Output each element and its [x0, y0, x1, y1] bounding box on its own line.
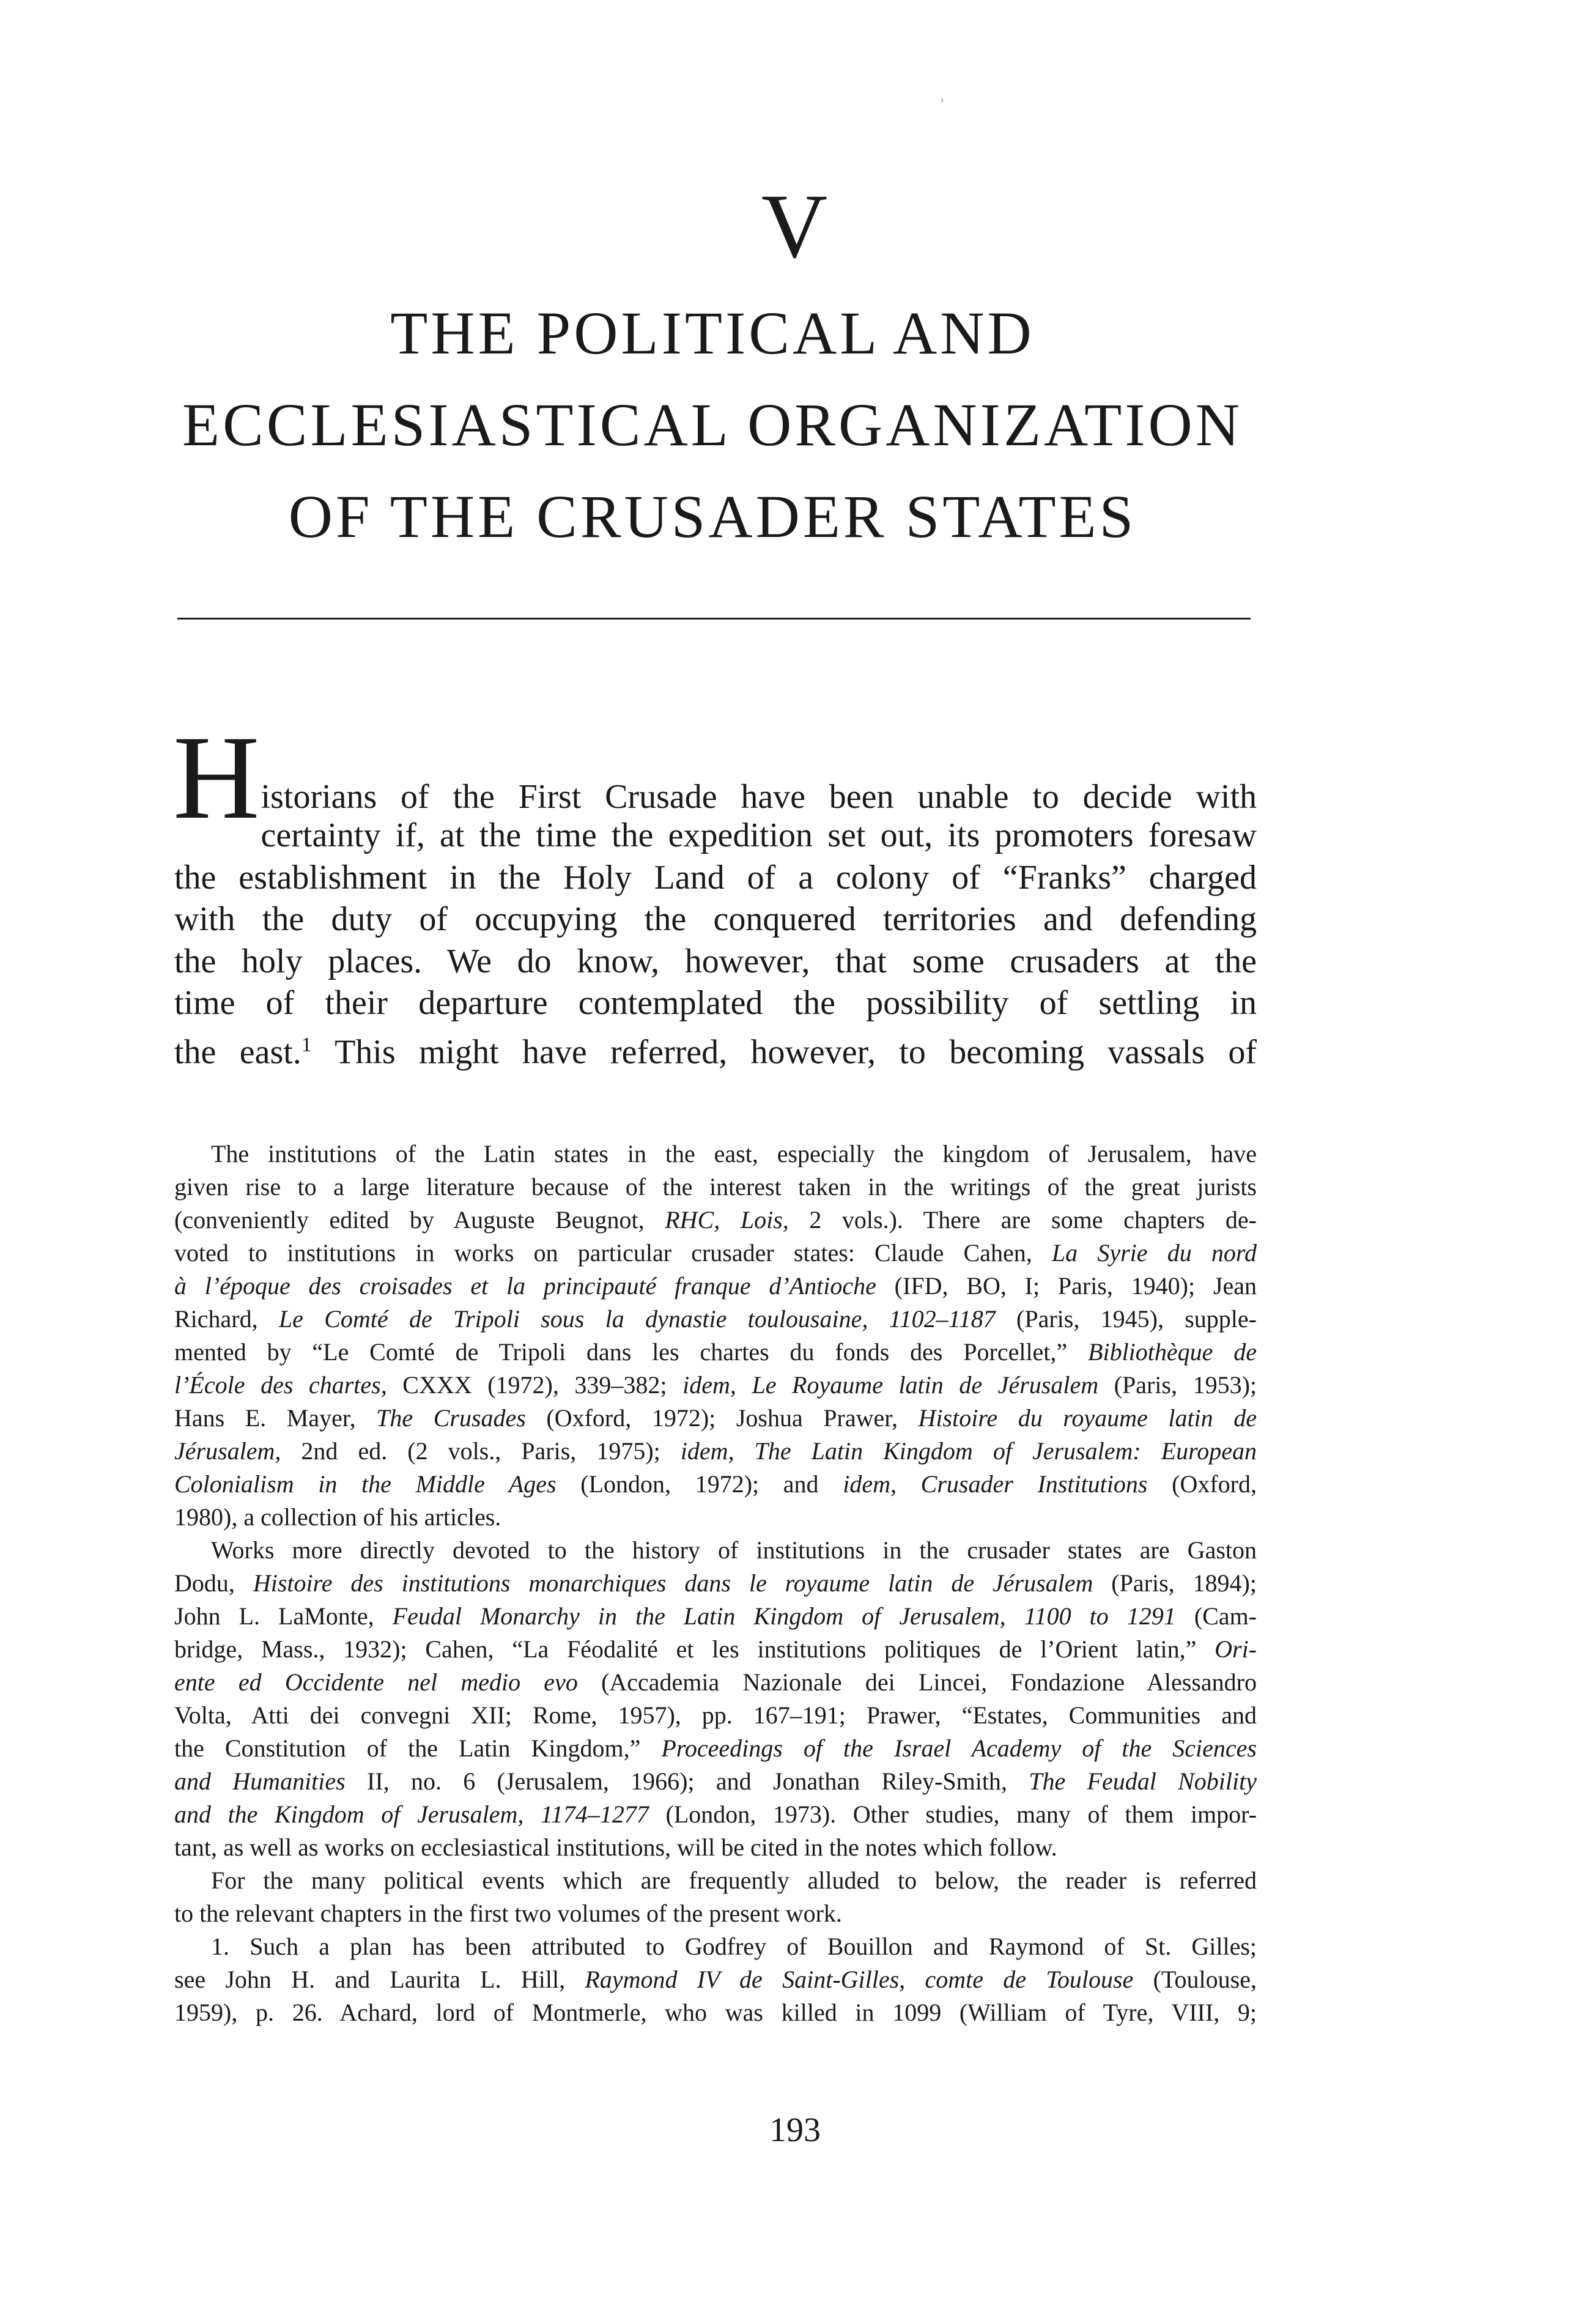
footnote-line: Colonialism in the Middle Ages (London, 1972); and idem, Crusader Institutions (Oxford,: [174, 1470, 1257, 1498]
page-number: 193: [769, 2111, 821, 2149]
chapter-title-line: OF THE CRUSADER STATES: [288, 483, 1137, 550]
footnote-line: Volta, Atti dei convegni XII; Rome, 1957), pp. 167–191; Prawer, “Estates, Communities and: [174, 1701, 1257, 1729]
footnote-ref[interactable]: 1: [301, 1033, 312, 1056]
footnote-line: Jérusalem, 2nd ed. (2 vols., Paris, 1975); idem, The Latin Kingdom of Jerusalem: European: [174, 1437, 1257, 1465]
scan-mark: ˒: [939, 86, 946, 108]
footnote-line: to the relevant chapters in the first two volumes of the present work.: [174, 1900, 842, 1927]
body-paragraph: [173, 711, 1257, 1073]
footnote-line: à l’époque des croisades et la principauté franque d’Antioche (IFD, BO, I; Paris, 1940); Jean: [174, 1272, 1257, 1300]
chapter-title: [165, 287, 1260, 563]
footnote-line: 1980), a collection of his articles.: [174, 1503, 501, 1531]
body-text-run: This might have referred, however, to becoming vassals of: [311, 1033, 1257, 1071]
footnote-line: 1959), p. 26. Achard, lord of Montmerle, who was killed in 1099 (William of Tyre, VIII, 9;: [174, 1999, 1257, 2026]
body-line: istorians of the First Crusade have been unable to decide with: [261, 778, 1257, 816]
footnote-line: the Constitution of the Latin Kingdom,” Proceedings of the Israel Academy of the Sciences: [174, 1734, 1257, 1762]
body-line: time of their departure contemplated the possibility of settling in: [174, 984, 1257, 1022]
footnote-line: see John H. and Laurita L. Hill, Raymond IV de Saint-Gilles, comte de Toulouse (Toulouse,: [174, 1966, 1257, 1993]
footnote-line: John L. LaMonte, Feudal Monarchy in the Latin Kingdom of Jerusalem, 1100 to 1291 (Cam-: [174, 1602, 1257, 1630]
footnote-line: l’École des chartes, CXXX (1972), 339–382; idem, Le Royaume latin de Jérusalem (Paris, 1953);: [174, 1371, 1257, 1399]
footnote-line: and the Kingdom of Jerusalem, 1174–1277 (London, 1973). Other studies, many of them impor-: [174, 1800, 1257, 1828]
body-line: with the duty of occupying the conquered territories and defending: [174, 900, 1257, 938]
chapter-number: V: [761, 176, 829, 277]
footnote-line: Dodu, Histoire des institutions monarchiques dans le royaume latin de Jérusalem (Paris, 1894);: [174, 1569, 1257, 1597]
drop-cap: H: [173, 711, 260, 844]
footnotes: [174, 1138, 1257, 2029]
body-line: certainty if, at the time the expedition set out, its promoters foresaw: [261, 816, 1257, 854]
body-text-run: the east.: [174, 1033, 301, 1071]
footnote-line: Works more directly devoted to the history of institutions in the crusader states are Gaston: [211, 1536, 1257, 1564]
footnote-line: and Humanities II, no. 6 (Jerusalem, 1966); and Jonathan Riley-Smith, The Feudal Nobility: [174, 1767, 1257, 1795]
body-line: the establishment in the Holy Land of a colony of “Franks” charged: [174, 858, 1257, 897]
footnote-line: tant, as well as works on ecclesiastical institutions, will be cited in the notes which follow.: [174, 1834, 1057, 1861]
footnote-line: bridge, Mass., 1932); Cahen, “La Féodalité et les institutions politiques de l’Orient latin,” Ori-: [174, 1635, 1257, 1663]
footnote-line: Hans E. Mayer, The Crusades (Oxford, 1972); Joshua Prawer, Histoire du royaume latin de: [174, 1404, 1257, 1432]
title-divider: [177, 618, 1251, 620]
footnote-line: voted to institutions in works on particular crusader states: Claude Cahen, La Syrie du nord: [174, 1239, 1257, 1267]
body-line: [174, 1024, 1257, 1073]
chapter-title-line: ECCLESIASTICAL ORGANIZATION: [182, 391, 1243, 459]
body-line: the holy places. We do know, however, that some crusaders at the: [174, 942, 1257, 980]
footnote-line: 1. Such a plan has been attributed to Godfrey of Bouillon and Raymond of St. Gilles;: [211, 1933, 1257, 1960]
chapter-title-line: THE POLITICAL AND: [390, 299, 1035, 367]
footnote-line: (conveniently edited by Auguste Beugnot, RHC, Lois, 2 vols.). There are some chapters de-: [174, 1206, 1257, 1234]
footnote-line: Richard, Le Comté de Tripoli sous la dynastie toulousaine, 1102–1187 (Paris, 1945), supple-: [174, 1305, 1257, 1333]
footnote-line: For the many political events which are frequently alluded to below, the reader is referred: [211, 1867, 1257, 1894]
footnote-line: given rise to a large literature because of the interest taken in the writings of the great jurists: [174, 1173, 1257, 1201]
footnote-line: The institutions of the Latin states in the east, especially the kingdom of Jerusalem, have: [211, 1140, 1257, 1168]
footnote-line: ente ed Occidente nel medio evo (Accademia Nazionale dei Lincei, Fondazione Alessandro: [174, 1668, 1257, 1696]
footnote-line: mented by “Le Comté de Tripoli dans les chartes du fonds des Porcellet,” Bibliothèque de: [174, 1338, 1257, 1366]
